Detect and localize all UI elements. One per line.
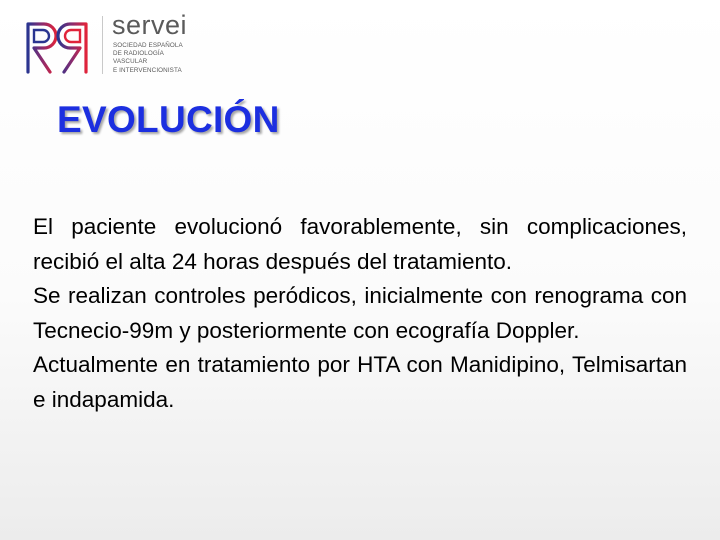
slide-title: EVOLUCIÓN [57, 99, 280, 140]
body-paragraph: Actualmente en tratamiento por HTA con Manidipino, Telmisartan e indapamida. [33, 352, 687, 412]
logo-subtitle-line: DE RADIOLOGÍA [113, 50, 164, 58]
logo-subtitle [113, 42, 223, 75]
servei-logo-mark-icon [22, 16, 92, 76]
body-paragraph: Se realizan controles peródicos, inicialmente con renograma con Tecnecio-99m y posteriormente con ecografía Doppler. [33, 283, 687, 343]
logo-divider [102, 16, 103, 74]
logo-subtitle-line: SOCIEDAD ESPAÑOLA [113, 42, 183, 49]
slide-body [33, 210, 687, 417]
servei-logo [22, 10, 202, 78]
logo-subtitle-line: E INTERVENCIONISTA [113, 66, 182, 74]
body-paragraph: El paciente evolucionó favorablemente, sin complicaciones, recibió el alta 24 horas después del tratamiento. [33, 214, 687, 274]
logo-name: servei [112, 10, 188, 40]
logo-subtitle-line: VASCULAR [113, 58, 148, 66]
